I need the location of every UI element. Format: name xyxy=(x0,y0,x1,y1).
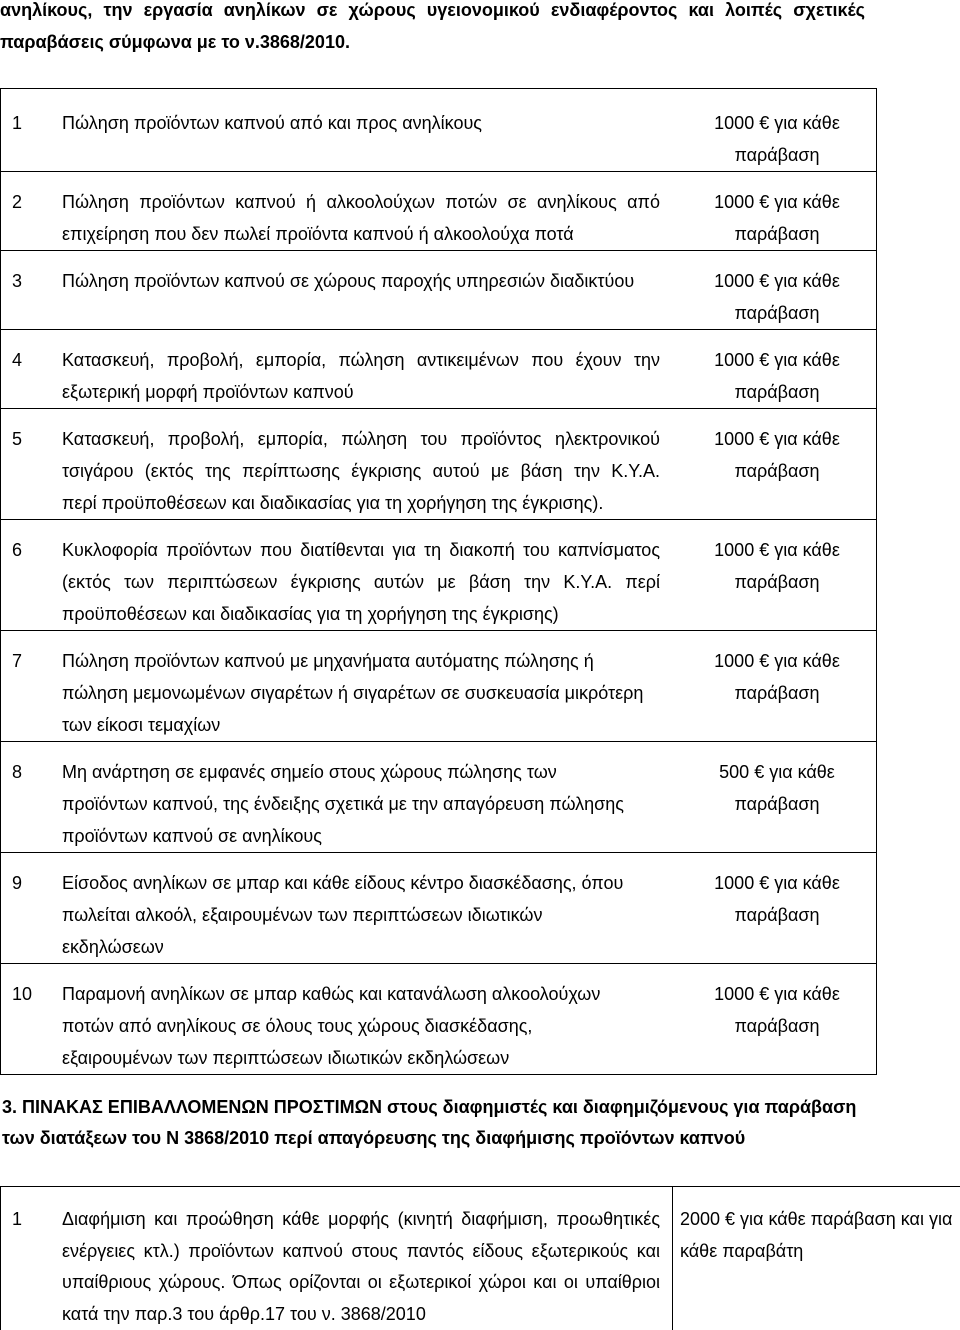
description-line: Κατασκευή, προβολή, εμπορία, πώληση αντικειμένων που έχουν την xyxy=(62,350,660,370)
intro-line: παραβάσεις σύμφωνα με το ν.3868/2010. xyxy=(0,32,350,52)
fine-amount xyxy=(678,978,876,1074)
row-number: 6 xyxy=(12,540,23,560)
fine-amount xyxy=(678,265,876,329)
fine-row xyxy=(1,172,876,251)
fine-line: κάθε παραβάτη xyxy=(680,1240,804,1261)
fine-amount xyxy=(678,423,876,519)
fine-row xyxy=(1,631,876,742)
row-number: 8 xyxy=(12,762,23,782)
fine-line: παράβαση xyxy=(734,683,820,703)
fine-line: παράβαση xyxy=(734,303,820,323)
violation-description xyxy=(62,756,660,852)
description-line: Μη ανάρτηση σε εμφανές σημείο στους χώρους πώλησης των xyxy=(62,762,557,782)
fine-amount xyxy=(678,756,876,852)
fine-line: παράβαση xyxy=(734,461,820,481)
description-line: Είσοδος ανηλίκων σε μπαρ και κάθε είδους κέντρο διασκέδασης, όπου xyxy=(62,873,624,893)
description-line: περί προϋποθέσεων και διαδικασίας για τη χορήγηση της έγκρισης). xyxy=(62,493,604,513)
description-line: πωλείται αλκοόλ, εξαιρουμένων των περιπτώσεων ιδιωτικών xyxy=(62,905,543,925)
row-number: 9 xyxy=(12,873,23,893)
fine-row xyxy=(1,1187,960,1330)
description-line: εξαιρουμένων των περιπτώσεων ιδιωτικών εκδηλώσεων xyxy=(62,1048,510,1068)
violation-description xyxy=(62,645,660,741)
violation-description xyxy=(62,265,660,329)
row-number: 5 xyxy=(12,429,23,449)
fine-line: 500 € για κάθε xyxy=(719,762,835,782)
fine-row xyxy=(1,330,876,409)
description-line: ποτών από ανηλίκους σε όλους τους χώρους διασκέδασης, xyxy=(62,1016,533,1036)
fine-line: 1000 € για κάθε xyxy=(714,540,840,560)
heading-line: 3. ΠΙΝΑΚΑΣ ΕΠΙΒΑΛΛΟΜΕΝΩΝ ΠΡΟΣΤΙΜΩΝ στους διαφημιστές και διαφημιζόμενους για παράβαση xyxy=(2,1097,857,1117)
fine-row xyxy=(1,409,876,520)
violation-description xyxy=(62,534,660,630)
fine-line: 1000 € για κάθε xyxy=(714,429,840,449)
row-number: 3 xyxy=(12,271,23,291)
description-line: Διαφήμιση και προώθηση κάθε μορφής (κινητή διαφήμιση, προωθητικές xyxy=(62,1209,660,1229)
fine-line: παράβαση xyxy=(734,794,820,814)
fine-amount xyxy=(678,645,876,741)
violation-description xyxy=(62,107,660,171)
minors-fines-table xyxy=(0,88,877,1075)
fine-line: 1000 € για κάθε xyxy=(714,984,840,1004)
fine-line: παράβαση xyxy=(734,224,820,244)
fine-row xyxy=(1,742,876,853)
description-line: πώληση μεμονωμένων σιγαρέτων ή σιγαρέτων σε συσκευασία μικρότερη xyxy=(62,683,644,703)
violation-description xyxy=(62,978,660,1074)
description-line: Κατασκευή, προβολή, εμπορία, πώληση του προϊόντος ηλεκτρονικού xyxy=(62,429,660,449)
row-number: 2 xyxy=(12,192,23,212)
description-line: ενέργειες κτλ.) προϊόντων καπνού στους παντός είδους εξωτερικούς και xyxy=(62,1240,660,1261)
fine-amount xyxy=(673,1187,960,1330)
description-line: Παραμονή ανηλίκων σε μπαρ καθώς και κατανάλωση αλκοολούχων xyxy=(62,984,601,1004)
row-number: 4 xyxy=(12,350,23,370)
description-line: Κυκλοφορία προϊόντων που διατίθενται για τη διακοπή του καπνίσματος xyxy=(62,540,660,560)
fine-row xyxy=(1,251,876,330)
fine-line: 1000 € για κάθε xyxy=(714,350,840,370)
fine-line: παράβαση xyxy=(734,572,820,592)
fine-line: παράβαση xyxy=(734,382,820,402)
description-line: τσιγάρου (εκτός της περίπτωσης έγκρισης αυτού με βάση την Κ.Υ.Α. xyxy=(62,461,660,481)
violation-description xyxy=(62,423,660,519)
description-line: προϊόντων καπνού σε ανηλίκους xyxy=(62,826,322,846)
fine-line: παράβαση xyxy=(734,905,820,925)
description-line: επιχείρηση που δεν πωλεί προϊόντα καπνού ή αλκοολούχα ποτά xyxy=(62,224,574,244)
fine-row xyxy=(1,853,876,964)
violation-description xyxy=(62,1187,673,1330)
fine-line: 2000 € για κάθε παράβαση και για xyxy=(680,1209,953,1229)
row-number: 10 xyxy=(12,984,33,1004)
description-line: κατά την παρ.3 του άρθρ.17 του ν. 3868/2010 xyxy=(62,1303,426,1324)
heading-line: των διατάξεων του Ν 3868/2010 περί απαγόρευσης της διαφήμισης προϊόντων καπνού xyxy=(2,1128,746,1148)
row-number: 7 xyxy=(12,651,23,671)
description-line: Πώληση προϊόντων καπνού σε χώρους παροχής υπηρεσιών διαδικτύου xyxy=(62,271,635,291)
fine-line: 1000 € για κάθε xyxy=(714,271,840,291)
fine-row xyxy=(1,964,876,1075)
fine-amount xyxy=(678,107,876,171)
description-line: εξωτερική μορφή προϊόντων καπνού xyxy=(62,382,354,402)
fine-row xyxy=(1,89,876,172)
description-line: (εκτός των περιπτώσεων έγκρισης αυτών με βάση την Κ.Υ.Α. περί xyxy=(62,572,660,592)
fine-line: παράβαση xyxy=(734,1016,820,1036)
row-number: 1 xyxy=(12,113,23,133)
row-number: 1 xyxy=(12,1209,23,1229)
description-line: Πώληση προϊόντων καπνού ή αλκοολούχων ποτών σε ανηλίκους από xyxy=(62,192,660,212)
intro-line: ανηλίκους, την εργασία ανηλίκων σε χώρους υγειονομικού ενδιαφέροντος και λοιπές σχετικές xyxy=(0,0,865,20)
violation-description xyxy=(62,867,660,963)
fine-line: 1000 € για κάθε xyxy=(714,651,840,671)
fine-amount xyxy=(678,867,876,963)
fine-row xyxy=(1,520,876,631)
fine-line: 1000 € για κάθε xyxy=(714,113,840,133)
fine-line: 1000 € για κάθε xyxy=(714,192,840,212)
fine-amount xyxy=(678,344,876,408)
description-line: προϋποθέσεων και διαδικασίας για τη χορήγηση της έγκρισης) xyxy=(62,604,559,624)
description-line: υπαίθριους χώρους. Όπως ορίζονται οι εξωτερικοί χώροι και οι υπαίθριοι xyxy=(62,1272,660,1292)
description-line: Πώληση προϊόντων καπνού με μηχανήματα αυτόματης πώλησης ή xyxy=(62,651,594,671)
violation-description xyxy=(62,186,660,250)
fine-amount xyxy=(678,186,876,250)
description-line: Πώληση προϊόντων καπνού από και προς ανηλίκους xyxy=(62,113,482,133)
description-line: των είκοσι τεμαχίων xyxy=(62,715,221,735)
violation-description xyxy=(62,344,660,408)
advertisers-fines-table xyxy=(0,1186,960,1330)
fine-line: 1000 € για κάθε xyxy=(714,873,840,893)
fine-line: παράβαση xyxy=(734,145,820,165)
fine-amount xyxy=(678,534,876,630)
number-cell xyxy=(1,1187,62,1330)
description-line: προϊόντων καπνού, της ένδειξης σχετικά με την απαγόρευση πώλησης xyxy=(62,794,624,814)
description-line: εκδηλώσεων xyxy=(62,937,164,957)
